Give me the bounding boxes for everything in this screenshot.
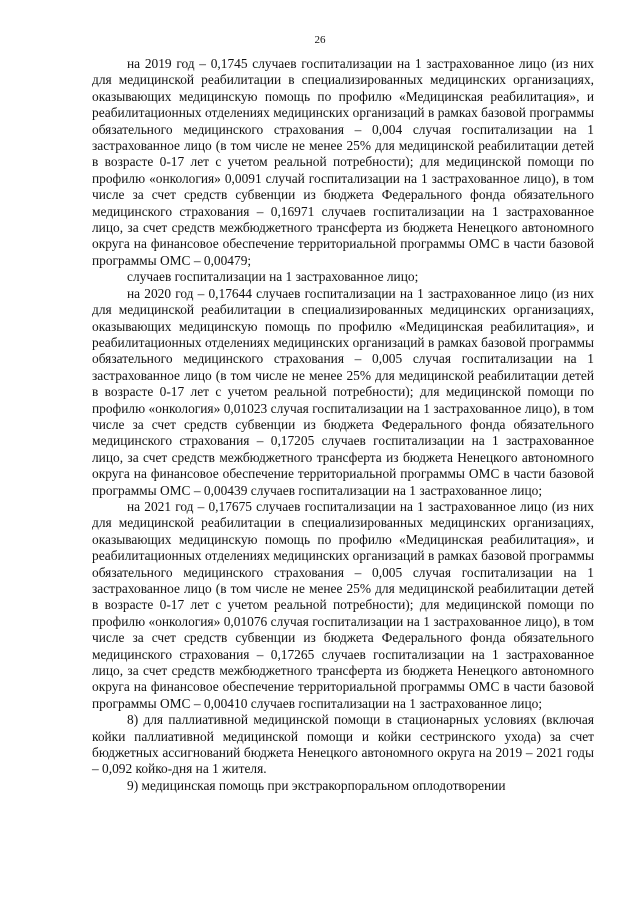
paragraph-item-8-palliative: 8) для паллиативной медицинской помощи в стационарных условиях (включая койки паллиативной медицинской помощи и койки сестринского ухода) за счет бюджетных ассигнований бюджета Ненецкого автономного округа на 2019 – 2021 годы – 0,092 койко-дня на 1 жителя. — [92, 712, 594, 777]
paragraph-2019-hospitalization: на 2019 год – 0,1745 случаев госпитализации на 1 застрахованное лицо (из них для медицинской реабилитации в специализированных медицинских организациях, оказывающих медицинскую помощь по профилю «Медицинская реабилитация», и реабилитационных отделениях медицинских организаций в рамках базовой программы обязательного медицинского страхования – 0,004 случая госпитализации на 1 застрахованное лицо (в том числе не менее 25% для медицинской реабилитации детей в возрасте 0-17 лет с учетом реальной потребности); для медицинской помощи по профилю «онкология» 0,0091 случай госпитализации на 1 застрахованное лицо), в том числе за счет средств субвенции из бюджета Федерального фонда обязательного медицинского страхования – 0,16971 случаев госпитализации на 1 застрахованное лицо, за счет средств межбюджетного трансферта из бюджета Ненецкого автономного округа на финансовое обеспечение территориальной программы ОМС в части базовой программы ОМС – 0,00479; — [92, 56, 594, 268]
paragraph-2020-hospitalization: на 2020 год – 0,17644 случаев госпитализации на 1 застрахованное лицо (из них для медицинской реабилитации в специализированных медицинских организациях, оказывающих медицинскую помощь по профилю «Медицинская реабилитация», и реабилитационных отделениях медицинских организаций в рамках базовой программы обязательного медицинского страхования – 0,005 случая госпитализации на 1 застрахованное лицо (в том числе не менее 25% для медицинской реабилитации детей в возрасте 0-17 лет с учетом реальной потребности); для медицинской помощи по профилю «онкология» 0,01023 случая госпитализации на 1 застрахованное лицо), в том числе за счет средств субвенции из бюджета Федерального фонда обязательного медицинского страхования – 0,17205 случаев госпитализации на 1 застрахованное лицо, за счет средств межбюджетного трансферта из бюджета Ненецкого автономного округа на финансовое обеспечение территориальной программы ОМС в части базовой программы ОМС – 0,00439 случаев госпитализации на 1 застрахованное лицо; — [92, 285, 594, 498]
paragraph-hospitalization-unit: случаев госпитализации на 1 застрахованное лицо; — [127, 269, 419, 285]
paragraph-2021-hospitalization: на 2021 год – 0,17675 случаев госпитализации на 1 застрахованное лицо (из них для медицинской реабилитации в специализированных медицинских организациях, оказывающих медицинскую помощь по профилю «Медицинская реабилитация», и реабилитационных отделениях медицинских организаций в рамках базовой программы обязательного медицинского страхования – 0,005 случая госпитализации на 1 застрахованное лицо (в том числе не менее 25% для медицинской реабилитации детей в возрасте 0-17 лет с учетом реальной потребности); для медицинской помощи по профилю «онкология» 0,01076 случая госпитализации на 1 застрахованное лицо), в том числе за счет средств субвенции из бюджета Федерального фонда обязательного медицинского страхования – 0,17265 случаев госпитализации на 1 застрахованное лицо, за счет средств межбюджетного трансферта из бюджета Ненецкого автономного округа на финансовое обеспечение территориальной программы ОМС в части базовой программы ОМС – 0,00410 случаев госпитализации на 1 застрахованное лицо; — [92, 498, 594, 711]
page-number: 26 — [314, 34, 326, 46]
paragraph-item-9-ivf: 9) медицинская помощь при экстракорпоральном оплодотворении — [127, 777, 506, 793]
document-body — [92, 56, 594, 794]
